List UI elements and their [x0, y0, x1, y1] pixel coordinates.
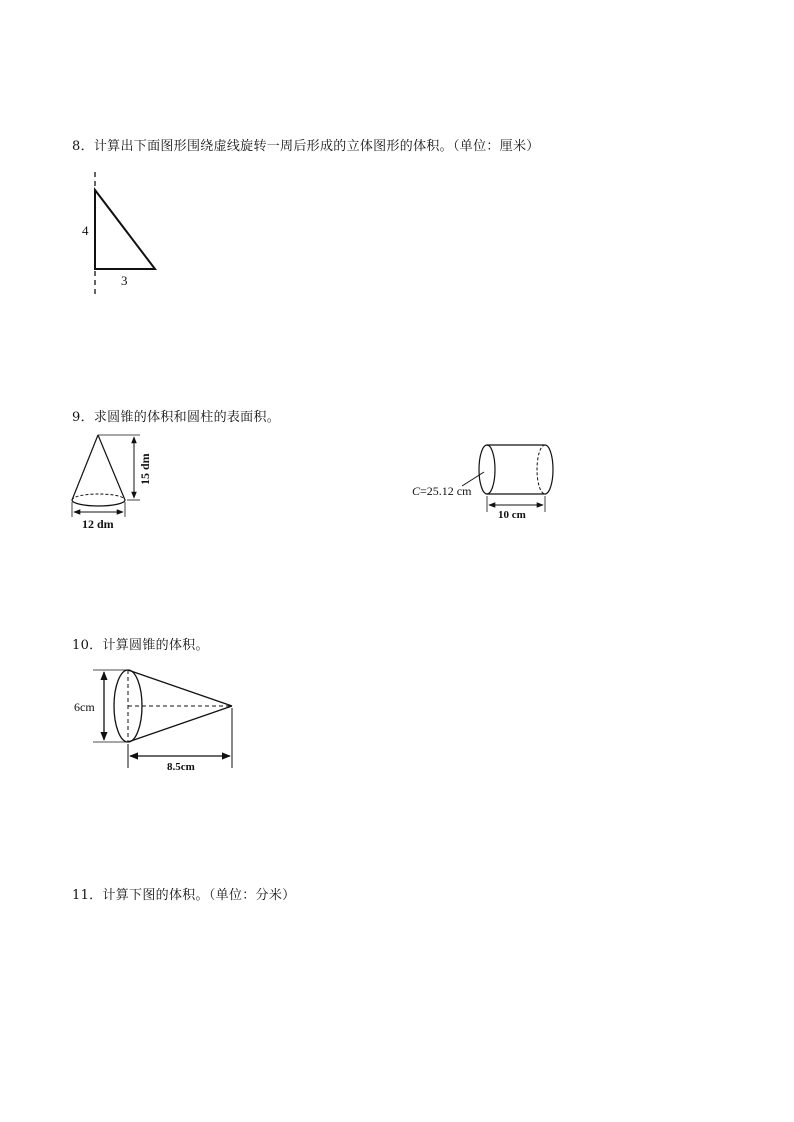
question-11-text: 11．计算下图的体积。（单位：分米）: [72, 888, 296, 903]
triangle-height-label: 4: [82, 223, 89, 238]
sideways-cone-figure: [74, 670, 232, 773]
cone-figure: [72, 435, 152, 531]
cone-upper-slant: [128, 670, 232, 706]
cone-base-front: [72, 500, 125, 506]
cone-side-right: [98, 435, 125, 500]
cylinder-circumference-label: C=25.12 cm: [412, 484, 472, 498]
triangle-base-label: 3: [121, 273, 128, 288]
cone-lower-slant: [128, 706, 232, 742]
question-8-text: 8．计算出下面图形围绕虚线旋转一周后形成的立体图形的体积。（单位：厘米）: [72, 139, 540, 154]
rotation-triangle-figure: [82, 172, 155, 296]
right-triangle: [95, 190, 155, 269]
cone-height-label: 15 dm: [138, 453, 152, 485]
cone-side-left: [72, 435, 98, 500]
cylinder-back-face-hidden: [537, 445, 545, 494]
cylinder-figure: [412, 445, 553, 521]
sideways-cone-height-label: 8.5cm: [167, 761, 195, 773]
question-9-text: 9．求圆锥的体积和圆柱的表面积。: [72, 410, 281, 425]
cylinder-length-label: 10 cm: [498, 509, 526, 521]
cylinder-back-face-front: [545, 445, 553, 494]
cone-base-back: [72, 494, 125, 500]
cylinder-front-face: [479, 445, 495, 494]
question-10-text: 10．计算圆锥的体积。: [72, 638, 209, 653]
cone-diameter-label: 12 dm: [82, 517, 114, 531]
sideways-cone-diameter-label: 6cm: [74, 700, 95, 714]
